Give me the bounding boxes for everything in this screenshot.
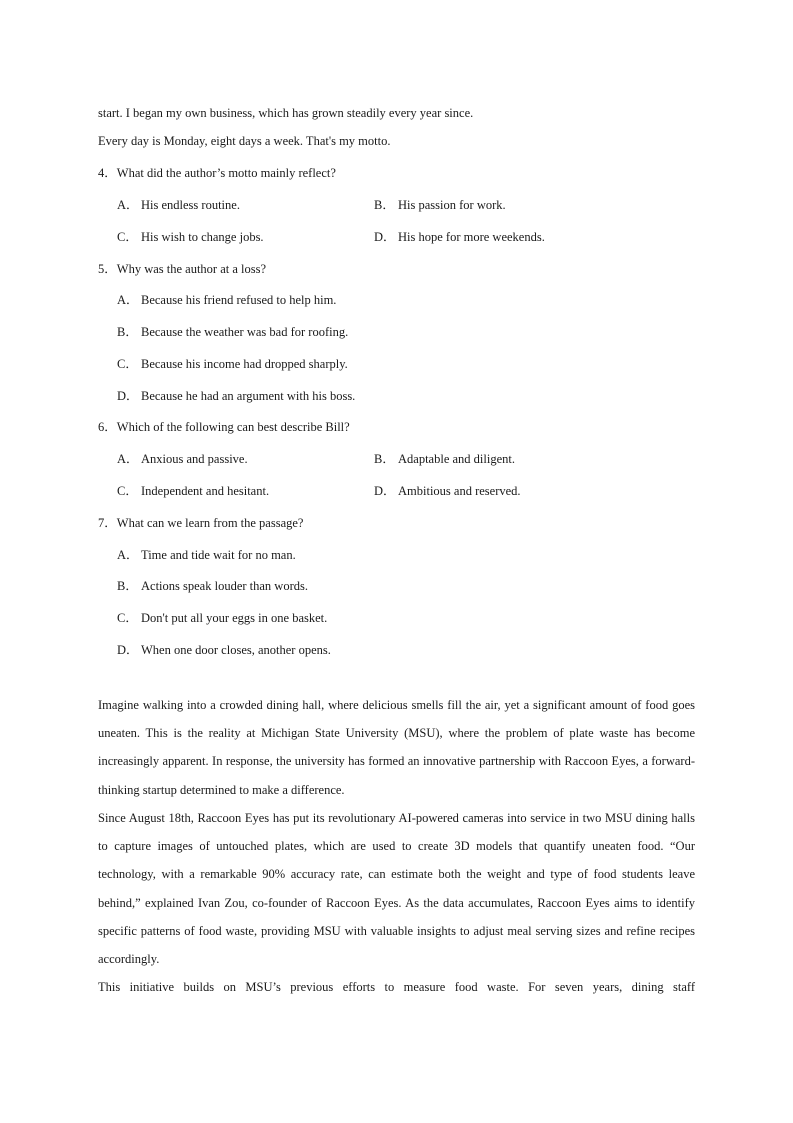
q4-option-b bbox=[374, 195, 506, 213]
q5-option-b bbox=[117, 322, 348, 340]
option-text: His wish to change jobs. bbox=[141, 230, 264, 244]
question-text: What can we learn from the passage? bbox=[116, 516, 304, 530]
question-text: Why was the author at a loss? bbox=[116, 262, 267, 276]
q4-option-a bbox=[117, 195, 240, 213]
q6-option-b bbox=[374, 449, 515, 467]
option-text: Actions speak louder than words. bbox=[141, 579, 308, 593]
option-letter: D． bbox=[117, 389, 139, 403]
option-letter: D． bbox=[117, 643, 139, 657]
option-text: Because his friend refused to help him. bbox=[141, 293, 337, 307]
question-4 bbox=[98, 163, 336, 181]
question-number: 7． bbox=[98, 516, 117, 530]
intro-line-1: start. I began my own business, which has grown steadily every year since. bbox=[98, 106, 474, 120]
q7-option-b bbox=[117, 576, 308, 594]
option-letter: D． bbox=[374, 230, 396, 244]
q7-option-a bbox=[117, 545, 296, 563]
q7-option-d bbox=[117, 640, 331, 658]
option-letter: C． bbox=[117, 484, 138, 498]
q4-option-d bbox=[374, 227, 545, 245]
intro-line-2: Every day is Monday, eight days a week. That's my motto. bbox=[98, 134, 391, 148]
option-letter: C． bbox=[117, 230, 138, 244]
option-letter: A． bbox=[117, 293, 139, 307]
q4-option-c bbox=[117, 227, 264, 245]
passage-paragraph-3: This initiative builds on MSU’s previous efforts to measure food waste. For seven years, dining staff bbox=[98, 980, 695, 994]
passage-paragraph-2: Since August 18th, Raccoon Eyes has put its revolutionary AI-powered cameras into service in two MSU dining halls to capture images of untouched plates, which are used to create 3D models that quantify uneaten food. “Our technology, with a remarkable 90% accuracy rate, can estimate both the weight and type of food students leave behind,” explained Ivan Zou, co-founder of Raccoon Eyes. As the data accumulates, Raccoon Eyes aims to identify specific patterns of food waste, providing MSU with valuable insights to adjust meal serving sizes and refine recipes accordingly. bbox=[98, 811, 695, 967]
option-letter: B． bbox=[117, 325, 138, 339]
option-letter: D． bbox=[374, 484, 396, 498]
option-text: Don't put all your eggs in one basket. bbox=[141, 611, 328, 625]
question-number: 4． bbox=[98, 166, 117, 180]
q5-option-d bbox=[117, 386, 355, 404]
q6-option-d bbox=[374, 481, 521, 499]
question-number: 5． bbox=[98, 262, 117, 276]
option-text: Because the weather was bad for roofing. bbox=[141, 325, 349, 339]
question-text: Which of the following can best describe Bill? bbox=[116, 420, 350, 434]
option-letter: A． bbox=[117, 548, 139, 562]
option-text: Anxious and passive. bbox=[141, 452, 248, 466]
option-text: Time and tide wait for no man. bbox=[141, 548, 296, 562]
option-letter: C． bbox=[117, 357, 138, 371]
q5-option-a bbox=[117, 290, 336, 308]
option-text: His hope for more weekends. bbox=[398, 230, 545, 244]
option-text: Ambitious and reserved. bbox=[398, 484, 521, 498]
question-5 bbox=[98, 259, 266, 277]
q7-option-c bbox=[117, 608, 327, 626]
option-letter: B． bbox=[117, 579, 138, 593]
option-letter: B． bbox=[374, 198, 395, 212]
option-text: His passion for work. bbox=[398, 198, 506, 212]
q5-option-c bbox=[117, 354, 348, 372]
q6-option-c bbox=[117, 481, 269, 499]
option-letter: C． bbox=[117, 611, 138, 625]
question-7 bbox=[98, 513, 303, 531]
option-text: Independent and hesitant. bbox=[141, 484, 270, 498]
option-text: Because his income had dropped sharply. bbox=[141, 357, 348, 371]
option-text: His endless routine. bbox=[141, 198, 240, 212]
option-letter: A． bbox=[117, 198, 139, 212]
q6-option-a bbox=[117, 449, 248, 467]
option-text: Because he had an argument with his boss. bbox=[141, 389, 356, 403]
option-text: When one door closes, another opens. bbox=[141, 643, 331, 657]
option-letter: B． bbox=[374, 452, 395, 466]
question-text: What did the author’s motto mainly reflect? bbox=[116, 166, 336, 180]
question-number: 6． bbox=[98, 420, 117, 434]
option-letter: A． bbox=[117, 452, 139, 466]
option-text: Adaptable and diligent. bbox=[398, 452, 515, 466]
question-6 bbox=[98, 417, 350, 435]
passage-paragraph-1: Imagine walking into a crowded dining hall, where delicious smells fill the air, yet a significant amount of food goes uneaten. This is the reality at Michigan State University (MSU), where the problem of plate waste has become increasingly apparent. In response, the university has formed an innovative partnership with Raccoon Eyes, a forward-thinking startup determined to make a difference. bbox=[98, 698, 695, 797]
